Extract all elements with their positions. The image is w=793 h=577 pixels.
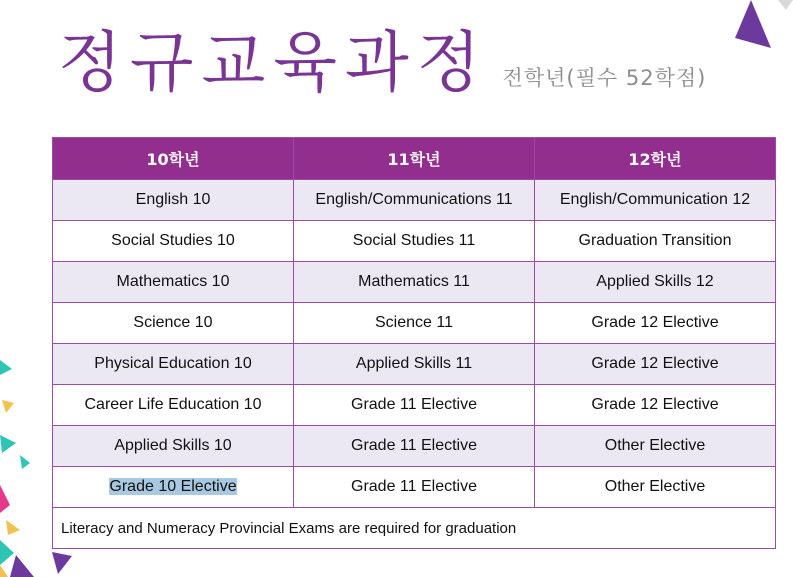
decorative-triangle-top-edge: [778, 0, 793, 12]
table-cell: Applied Skills 11: [294, 344, 535, 385]
decorative-triangle-top-right: [735, 0, 775, 52]
table-cell: Applied Skills 12: [535, 262, 776, 303]
table-row: [53, 467, 776, 508]
page-title: 정규교육과정: [58, 24, 489, 101]
table-cell: Applied Skills 10: [53, 426, 294, 467]
table-row: [53, 262, 776, 303]
table-cell: Grade 11 Elective: [294, 426, 535, 467]
table-cell: Other Elective: [535, 426, 776, 467]
table-row: [53, 426, 776, 467]
table-cell: Social Studies 11: [294, 221, 535, 262]
table-cell: Grade 12 Elective: [535, 303, 776, 344]
table-row: [53, 303, 776, 344]
graduation-note: Literacy and Numeracy Provincial Exams are required for graduation: [53, 508, 776, 549]
table-cell: Grade 11 Elective: [294, 385, 535, 426]
table-cell-selected[interactable]: [53, 467, 294, 508]
table-header-row: [53, 138, 776, 180]
table-cell: Grade 12 Elective: [535, 344, 776, 385]
table-row: [53, 180, 776, 221]
table-cell: Graduation Transition: [535, 221, 776, 262]
table-note-row: [53, 508, 776, 549]
curriculum-table: [52, 137, 776, 549]
page-subtitle: 전학년(필수 52학점): [502, 66, 707, 90]
table-cell: Science 11: [294, 303, 535, 344]
table-cell: English 10: [53, 180, 294, 221]
table-row: [53, 385, 776, 426]
decorative-triangle-bottom: [52, 552, 74, 577]
table-cell: Science 10: [53, 303, 294, 344]
decorative-confetti-left: [0, 355, 52, 577]
table-cell: Social Studies 10: [53, 221, 294, 262]
column-header-grade-10: 10학년: [53, 138, 294, 180]
table-cell: Mathematics 10: [53, 262, 294, 303]
selected-text[interactable]: Grade 10 Elective: [109, 478, 237, 495]
table-row: [53, 221, 776, 262]
table-cell: Grade 11 Elective: [294, 467, 535, 508]
table-cell: Mathematics 11: [294, 262, 535, 303]
table-cell: Other Elective: [535, 467, 776, 508]
table-cell: Career Life Education 10: [53, 385, 294, 426]
column-header-grade-11: 11학년: [294, 138, 535, 180]
column-header-grade-12: 12학년: [535, 138, 776, 180]
table-cell: English/Communication 12: [535, 180, 776, 221]
table-row: [53, 344, 776, 385]
table-cell: Physical Education 10: [53, 344, 294, 385]
title-row: [58, 24, 707, 101]
table-cell: Grade 12 Elective: [535, 385, 776, 426]
table-cell: English/Communications 11: [294, 180, 535, 221]
